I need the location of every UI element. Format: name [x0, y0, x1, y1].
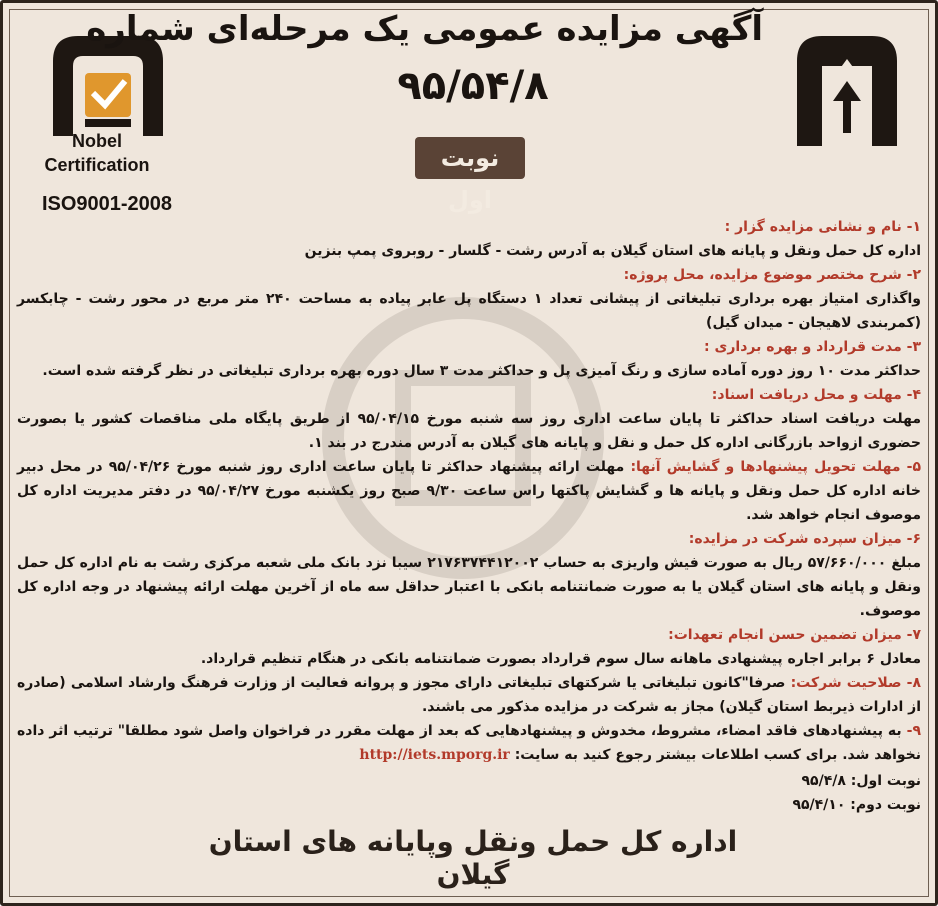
iso-standard: ISO9001-2008 [41, 193, 173, 215]
certification-logo-icon [33, 21, 183, 211]
section-text: به پیشنهادهای فاقد امضاء، مشروط، مخدوش و پیشنهادهایی که بعد از مهلت مقرر در فراخوان واصل شود مطلقا" ترتیب اثر داده نخواهد شد. [17, 723, 921, 763]
section-eligibility [17, 671, 921, 719]
section-text: اداره کل حمل ونقل و پایانه های استان گیلان به آدرس رشت - گلسار - روبروی پمپ بنزین [304, 243, 921, 259]
section-text: معادل ۶ برابر اجاره پیشنهادی ماهانه سال سوم قرارداد بصورت ضمانتنامه بانکی در هنگام تنظیم قرارداد. [200, 651, 921, 667]
section-text: مهلت ارائه پیشنهاد حداکثر تا پایان ساعت اداری روز شنبه مورخ ۹۵/۰۴/۲۶ در محل دبیر خانه اداره کل حمل ونقل و پایانه ها و گشایش پاکتها راس ساعت ۹/۳۰ صبح روز یکشنبه مورخ ۹۵/۰۴/۲۷ در دفتر مدیریت اداره کل موصوف انجام خواهد شد. [17, 459, 922, 523]
certification-name: Nobel [71, 131, 122, 151]
publication-dates [17, 769, 921, 817]
ad-title: آگهی مزایده عمومی یک مرحله‌ای شماره [86, 9, 763, 49]
section-title: ۷- میزان تضمین حسن انجام تعهدات: [668, 627, 921, 643]
round-badge: نوبت اول [415, 137, 525, 179]
section-text: مهلت دریافت اسناد حداکثر تا پایان ساعت اداری روز سه شنبه مورخ ۹۵/۰۴/۱۵ از طریق پایگاه ملی مناقصات کشور یا بصورت حضوری ازواحد بازرگانی اداره کل حمل و نقل و پایانه های گیلان به آدرس مندرج در بند ۱. [17, 411, 922, 451]
section-rejection [17, 719, 921, 767]
section-text: صرفا"کانون تبلیغاتی یا شرکتهای تبلیغاتی دارای مجوز و پروانه فعالیت از وزارت فرهنگ وارشاد اسلامی (صادره از ادارات ذیربط استان گیلان) مجاز به شرکت در مزایده مذکور می باشند. [17, 675, 921, 715]
website-link[interactable]: http://iets.mporg.ir [359, 747, 510, 763]
section-title: ۲- شرح مختصر موضوع مزایده، محل پروژه: [623, 267, 921, 283]
rmto-logo-icon [777, 21, 917, 161]
section-organizer [17, 215, 921, 263]
section-title: ۶- میزان سپرده شرکت در مزایده: [688, 531, 921, 547]
section-guarantee [17, 623, 921, 671]
section-proposals [17, 455, 921, 527]
auction-number: ۹۵/۵۴/۸ [397, 63, 549, 109]
section-text: حداکثر مدت ۱۰ روز دوره آماده سازی و رنگ آمیزی پل و حداکثر مدت ۳ سال دوره بهره برداری تبلیغاتی در نظر گرفته شده است. [42, 363, 921, 379]
more-info-text: برای کسب اطلاعات بیشتر رجوع کنید به سایت: [514, 747, 838, 763]
section-text: واگذاری امتیاز بهره برداری تبلیغاتی از پیشانی تعداد ۱ دستگاه پل عابر پیاده به مساحت ۲۴۰ متر مربع در محور رشت - چابکسر (کمربندی لاهیجان - میدان گیل) [17, 291, 922, 331]
second-publication-date: نوبت دوم: ۹۵/۴/۱۰ [792, 797, 921, 813]
section-title: ۹- [906, 723, 921, 739]
first-publication-date: نوبت اول: ۹۵/۴/۸ [801, 773, 921, 789]
ad-body [17, 215, 921, 817]
footer-organization: اداره کل حمل ونقل وپایانه های استان گیلان [208, 825, 738, 891]
section-documents [17, 383, 921, 455]
section-duration [17, 335, 921, 383]
section-title: ۱- نام و نشانی مزایده گزار : [724, 219, 921, 235]
section-title: ۸- صلاحیت شرکت: [790, 675, 922, 691]
section-text: مبلغ ۵۷/۶۶۰/۰۰۰ ریال به صورت فیش واریزی به حساب ۲۱۷۶۳۷۴۴۱۲۰۰۲ سیبا نزد بانک ملی شعبه مرکزی رشت به نام اداره کل حمل ونقل و پایانه های استان گیلان یا به صورت ضمانتنامه بانکی با اعتبار حداقل سه ماه از آخرین مهلت ارائه پیشنهاد در وجه اداره کل موصوف. [17, 555, 921, 619]
section-subject [17, 263, 921, 335]
section-title: ۳- مدت قرارداد و بهره برداری : [704, 339, 921, 355]
section-title: ۵- مهلت تحویل پیشنهادها و گشایش آنها: [630, 459, 921, 475]
certification-subtitle: Certification [44, 155, 150, 175]
section-title: ۴- مهلت و محل دریافت اسناد: [711, 387, 921, 403]
section-deposit [17, 527, 921, 623]
